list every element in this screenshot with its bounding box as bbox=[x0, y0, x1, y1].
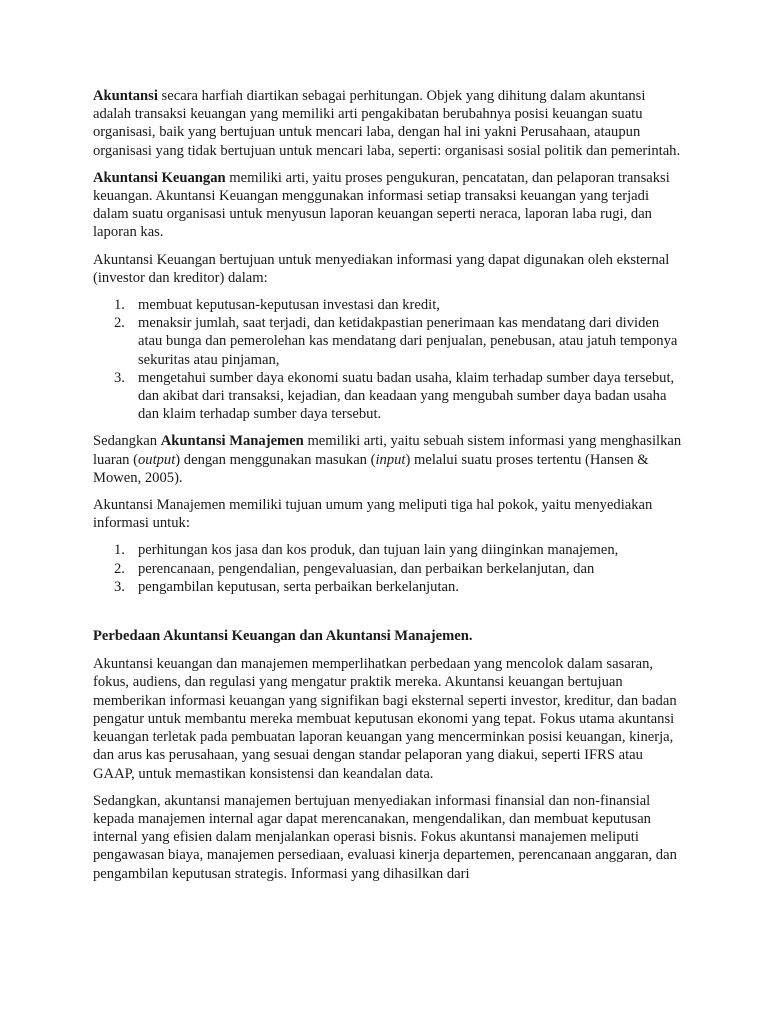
list-item bbox=[93, 560, 683, 578]
paragraph-text: Sedangkan bbox=[93, 433, 161, 450]
term-output: output bbox=[137, 451, 176, 468]
term-akuntansi-manajemen: Akuntansi Manajemen bbox=[160, 433, 304, 450]
paragraph-definition-akuntansi bbox=[93, 87, 683, 160]
paragraph-text: ) melalui suatu proses tertentu (Hansen & Mowen, 2005). bbox=[93, 451, 649, 486]
list-item bbox=[93, 578, 683, 596]
document-page bbox=[93, 87, 683, 892]
term-akuntansi: Akuntansi bbox=[93, 88, 158, 104]
list-number: 1. bbox=[114, 542, 125, 559]
paragraph-perbedaan-manajemen: Sedangkan, akuntansi manajemen bertujuan menyediakan informasi finansial dan non-finansial kepada manajemen internal agar dapat merencanakan, mengendalikan, dan membuat keputusan internal yang efisien dalam menjalankan operasi bisnis. Fokus akuntansi manajemen meliputi pengawasan biaya, manajemen persediaan, evaluasi kinerja departemen, perencanaan anggaran, dan pengambilan keputusan strategis. Informasi yang dihasilkan dari bbox=[93, 792, 677, 882]
list-number: 1. bbox=[114, 297, 125, 314]
list-tujuan-manajemen bbox=[93, 541, 683, 596]
list-tujuan-keuangan bbox=[93, 296, 683, 423]
list-item-text: menaksir jumlah, saat terjadi, dan ketidakpastian penerimaan kas mendatang dari dividen atau bunga dan pemerolehan kas mendatang dari penjualan, penebusan, atau jatuh temponya sekuritas atau pinjaman, bbox=[138, 315, 678, 368]
paragraph-text: memiliki arti, yaitu sebuah sistem informasi yang menghasilkan luaran ( bbox=[93, 433, 682, 468]
list-item-text: membuat keputusan-keputusan investasi dan kredit, bbox=[138, 297, 440, 314]
paragraph-text: secara harfiah diartikan sebagai perhitungan. Objek yang dihitung dalam akuntansi adalah transaksi keuangan yang memiliki arti pengakibatan berubahnya posisi keuangan suatu organisasi, baik yang bertujuan untuk mencari laba, dengan hal ini yakni Perusahaan, ataupun organisasi yang tidak bertujuan untuk mencari laba, seperti: organisasi sosial politik dan pemerintah. bbox=[93, 88, 681, 159]
paragraph-definition-akuntansi-keuangan bbox=[93, 169, 683, 242]
list-item bbox=[93, 296, 683, 314]
term-input: input bbox=[375, 451, 406, 468]
list-item bbox=[93, 541, 683, 559]
list-number: 3. bbox=[114, 578, 125, 595]
paragraph-definition-akuntansi-manajemen bbox=[93, 432, 683, 487]
list-item-text: perencanaan, pengendalian, pengevaluasian, dan perbaikan berkelanjutan, dan bbox=[138, 560, 595, 577]
list-item-text: perhitungan kos jasa dan kos produk, dan tujuan lain yang diinginkan manajemen, bbox=[138, 542, 619, 559]
term-akuntansi-keuangan: Akuntansi Keuangan bbox=[93, 169, 226, 186]
list-item-text: pengambilan keputusan, serta perbaikan berkelanjutan. bbox=[138, 578, 459, 595]
list-number: 2. bbox=[114, 315, 125, 332]
list-item-text: mengetahui sumber daya ekonomi suatu badan usaha, klaim terhadap sumber daya tersebut, dan akibat dari transaksi, kejadian, dan keadaan yang mengubah sumber daya badan usaha dan klaim terhadap sumber daya tersebut. bbox=[138, 369, 675, 423]
paragraph-text: ) dengan menggunakan masukan ( bbox=[175, 451, 376, 468]
paragraph-tujuan-akuntansi-manajemen: Akuntansi Manajemen memiliki tujuan umum yang meliputi tiga hal pokok, yaitu menyediakan informasi untuk: bbox=[93, 497, 653, 532]
paragraph-tujuan-akuntansi-keuangan: Akuntansi Keuangan bertujuan untuk menyediakan informasi yang dapat digunakan oleh eksternal (investor dan kreditor) dalam: bbox=[93, 251, 670, 286]
list-number: 2. bbox=[114, 560, 125, 577]
list-item bbox=[93, 369, 683, 424]
list-number: 3. bbox=[114, 369, 125, 386]
section-heading: Perbedaan Akuntansi Keuangan dan Akuntansi Manajemen. bbox=[93, 628, 473, 645]
paragraph-perbedaan-keuangan: Akuntansi keuangan dan manajemen memperlihatkan perbedaan yang mencolok dalam sasaran, fokus, audiens, dan regulasi yang mengatur praktik mereka. Akuntansi keuangan bertujuan memberikan informasi keuangan yang signifikan bagi eksternal seperti investor, kreditur, dan badan pengatur untuk membantu mereka membuat keputusan ekonomi yang tepat. Fokus utama akuntansi keuangan terletak pada pembuatan laporan keuangan yang mencerminkan posisi keuangan, kinerja, dan arus kas perusahaan, yang sesuai dengan standar pelaporan yang diakui, seperti IFRS atau GAAP, untuk memastikan konsistensi dan keandalan data. bbox=[93, 656, 677, 782]
list-item bbox=[93, 314, 683, 369]
paragraph-text: memiliki arti, yaitu proses pengukuran, pencatatan, dan pelaporan transaksi keuangan. Akuntansi Keuangan menggunakan informasi setiap transaksi keuangan yang terjadi dalam suatu organisasi untuk menyusun laporan keuangan seperti neraca, laporan laba rugi, dan laporan kas. bbox=[93, 169, 670, 241]
